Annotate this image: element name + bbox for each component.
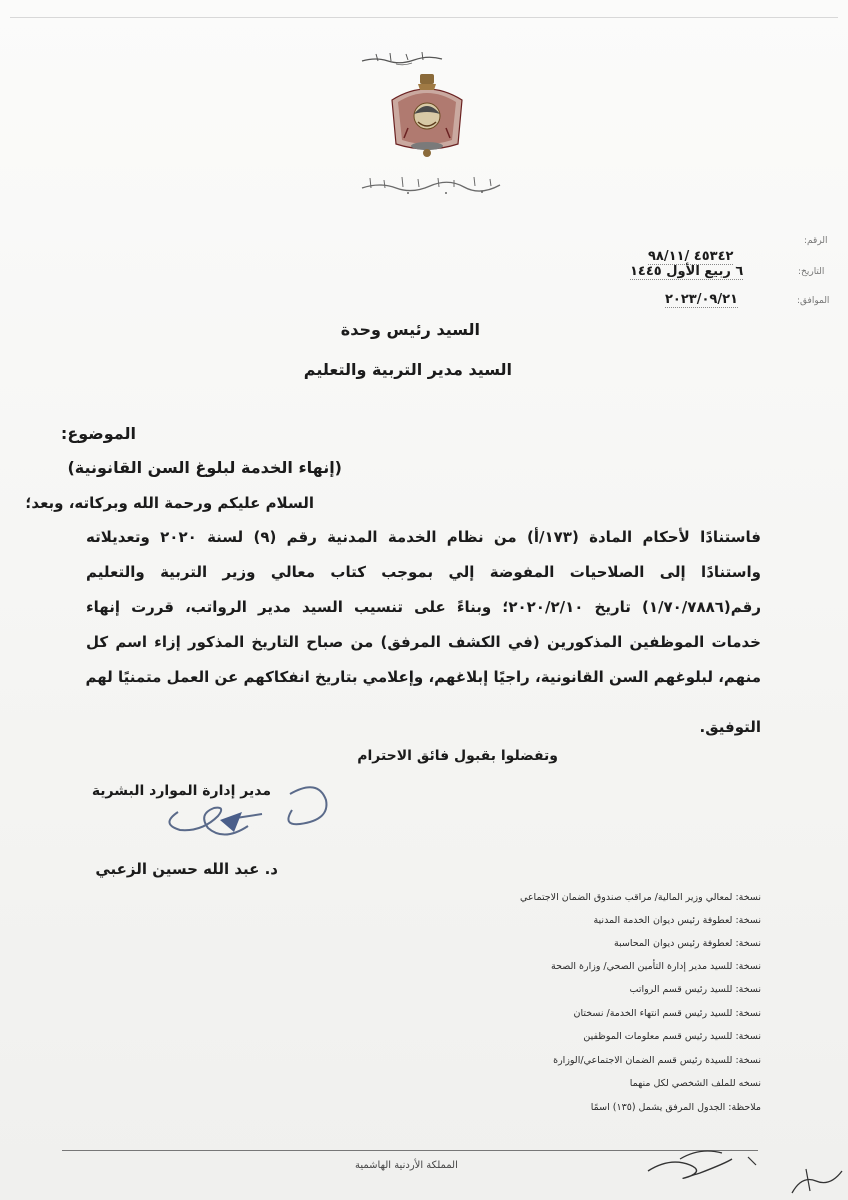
body-line: رقم(١/٧٠/٧٨٨٦) تاريخ ٢٠٢٠/٢/١٠؛ وبناءً على تنسيب السيد مدير الرواتب، قررت إنهاء <box>86 598 761 616</box>
handwritten-initials <box>630 1135 848 1200</box>
copy-line: نسخة: للسيدة رئيس قسم الضمان الاجتماعي/الوزارة <box>553 1055 761 1066</box>
copy-line: نسخة: للسيد مدير إدارة التأمين الصحي/ وزارة الصحة <box>551 961 761 972</box>
jordan-emblem-icon <box>384 70 470 160</box>
copy-line: نسخه للملف الشخصي لكل منهما <box>629 1078 761 1089</box>
body-line: فاستنادًا لأحكام المادة (١٧٣/أ) من نظام الخدمة المدنية رقم (٩) لسنة ٢٠٢٠ وتعديلاته <box>86 528 761 546</box>
body-line: واستنادًا إلى الصلاحيات المفوضة إلي بموجب كتاب معالي وزير التربية والتعليم <box>86 563 761 581</box>
date-gregorian-label: الموافق: <box>797 296 830 306</box>
copy-line: نسخة: للسيد رئيس قسم انتهاء الخدمة/ نسختان <box>573 1008 761 1019</box>
basmala-calligraphy <box>356 48 446 68</box>
attachment-note: ملاحظة: الجدول المرفق يشمل (١٣٥) اسمًا <box>590 1102 761 1113</box>
top-edge-line <box>10 17 838 18</box>
recipient-line-2: السيد مدير التربية والتعليم <box>303 360 512 379</box>
body-line: منهم، لبلوغهم السن القانونية، راجيًا إبلاغهم، وإعلامي بتاريخ انفكاكهم عن العمل متمنيًا لهم <box>85 668 761 686</box>
copy-line: نسخة: لعطوفة رئيس ديوان المحاسبة <box>613 938 761 949</box>
footer-country: المملكة الأردنية الهاشمية <box>355 1160 458 1171</box>
closing-line: وتفضلوا بقبول فائق الاحترام <box>357 748 558 764</box>
signatory-name: د. عبد الله حسين الزعبي <box>95 860 278 878</box>
date-gregorian: ٢٠٢٣/٠٩/٢١ <box>665 292 738 307</box>
recipient-line-1: السيد رئيس وحدة <box>340 320 480 339</box>
copy-line: نسخة: لعطوفة رئيس ديوان الخدمة المدنية <box>593 915 761 926</box>
date-hijri: ٦ ربيع الأول ١٤٤٥ <box>630 264 744 279</box>
handwritten-signature <box>150 772 360 860</box>
copy-line: نسخة: للسيد رئيس قسم الرواتب <box>629 984 761 995</box>
body-line: خدمات الموظفين المذكورين (في الكشف المرفق) من صباح التاريخ المذكور إزاء اسم كل <box>86 633 761 651</box>
ref-number: ٤٥٣٤٢ /٩٨/١١ <box>648 249 734 264</box>
subject-label: الموضوع: <box>60 424 136 443</box>
ref-label: الرقم: <box>804 236 828 246</box>
copy-line: نسخة: لمعالي وزير المالية/ مراقب صندوق الضمان الاجتماعي <box>519 892 761 903</box>
copy-line: نسخة: للسيد رئيس قسم معلومات الموظفين <box>583 1031 761 1042</box>
subject-text: (إنهاء الخدمة لبلوغ السن القانونية) <box>67 458 342 477</box>
signatory-title: مدير إدارة الموارد البشرية <box>91 783 271 799</box>
ministry-logotype <box>356 170 506 198</box>
body-line: التوفيق. <box>699 718 761 736</box>
greeting: السلام عليكم ورحمة الله وبركاته، وبعد؛ <box>25 494 314 512</box>
date-label: التاريخ: <box>798 267 825 277</box>
